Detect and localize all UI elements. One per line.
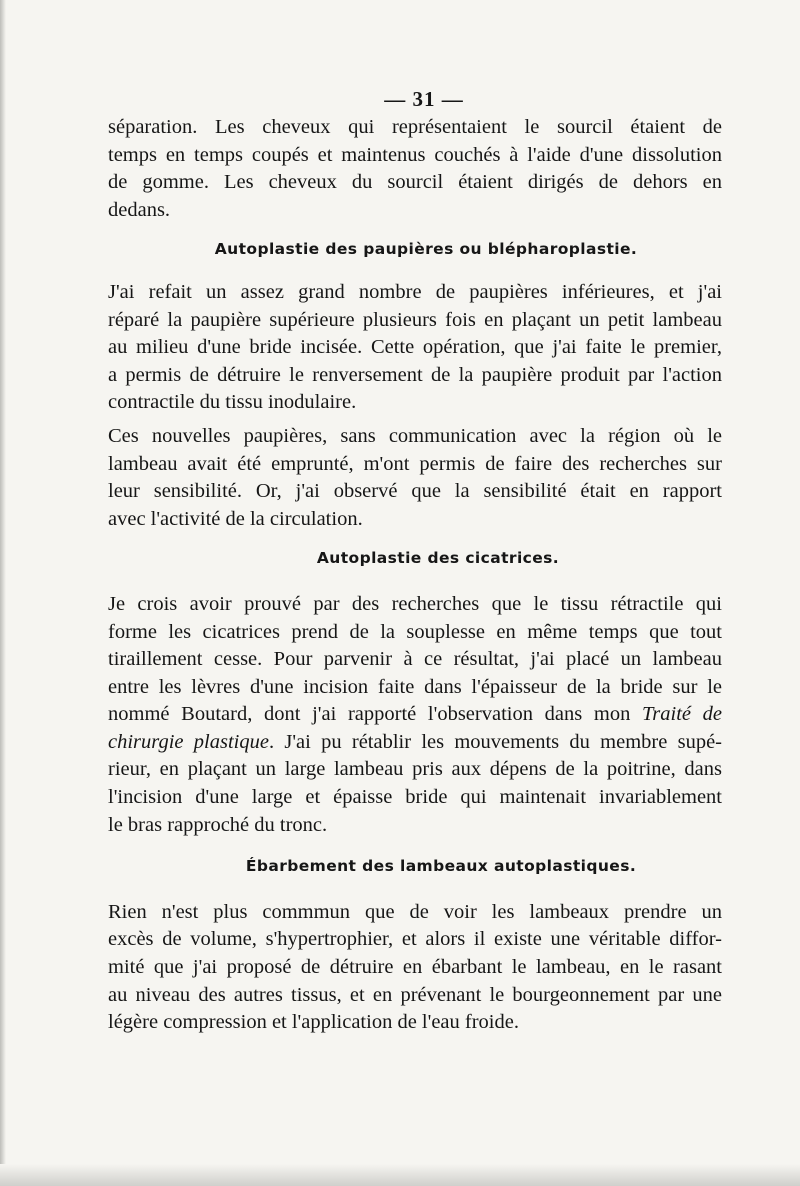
paragraph-ebarbement <box>108 899 722 1037</box>
page-number: — 31 — <box>384 87 464 111</box>
text-line: au niveau des autres tissus, et en prévenant le bourgeonnement par une <box>108 983 722 1006</box>
text-line: Rien n'est plus commmun que de voir les lambeaux prendre un <box>108 900 722 923</box>
text-line: entre les lèvres d'une incision faite dans l'épaisseur de la bride sur le <box>108 675 722 698</box>
page-bottom-shadow <box>0 1164 800 1186</box>
text-fragment: nommé Boutard, dont j'ai rapporté l'observation dans mon <box>108 703 631 726</box>
text-line: dedans. <box>108 198 171 221</box>
text-line: tiraillement cesse. Pour parvenir à ce résultat, j'ai placé un lambeau <box>108 648 722 671</box>
text-line: Ces nouvelles paupières, sans communication avec la région où le <box>108 424 722 447</box>
book-title-fragment: chirurgie plastique <box>108 730 269 753</box>
section-heading-cicatrices: Autoplastie des cicatrices. <box>316 549 560 568</box>
text-line: l'incision d'une large et épaisse bride qui maintenait invariablement <box>108 786 722 809</box>
text-line: excès de volume, s'hypertrophier, et alors il existe une véritable diffor- <box>108 928 722 951</box>
text-line: réparé la paupière supérieure plusieurs fois en plaçant un petit lambeau <box>108 308 722 331</box>
text-line: légère compression et l'application de l'eau froide. <box>108 1011 519 1034</box>
book-title-fragment: Traité de <box>642 703 723 726</box>
page-text-block <box>108 84 722 1037</box>
page-edge-shadow <box>0 0 6 1186</box>
text-line <box>108 701 722 729</box>
section-heading-ebarbement: Ébarbement des lambeaux autoplastiques. <box>245 857 637 876</box>
text-fragment: . J'ai pu rétablir les mouvements du membre supé- <box>268 730 722 753</box>
text-line: temps en temps coupés et maintenus couchés à l'aide d'une dissolution <box>108 143 722 166</box>
text-line: Je crois avoir prouvé par des recherches que le tissu rétractile qui <box>108 592 722 615</box>
text-line <box>108 729 722 757</box>
paragraph-sensibilite <box>108 423 722 533</box>
text-line: avec l'activité de la circulation. <box>108 507 363 530</box>
paragraph-continuation <box>108 114 722 224</box>
paragraph-paupieres <box>108 279 722 417</box>
text-line: a permis de détruire le renversement de la paupière produit par l'action <box>108 363 722 386</box>
text-line: le bras rapproché du tronc. <box>108 813 328 836</box>
paragraph-cicatrices <box>108 591 722 839</box>
text-line: contractile du tissu inodulaire. <box>108 391 357 414</box>
text-line: séparation. Les cheveux qui représentaient le sourcil étaient de <box>108 116 722 138</box>
text-line: lambeau avait été emprunté, m'ont permis de faire des recherches sur <box>108 452 722 475</box>
text-line: mité que j'ai proposé de détruire en ébarbant le lambeau, en le rasant <box>108 956 722 979</box>
text-line: de gomme. Les cheveux du sourcil étaient dirigés de dehors en <box>108 171 722 194</box>
text-line: au milieu d'une bride incisée. Cette opération, que j'ai faite le premier, <box>108 336 722 359</box>
text-line: J'ai refait un assez grand nombre de paupières inférieures, et j'ai <box>108 280 722 303</box>
section-heading-blepharoplastie: Autoplastie des paupières ou blépharoplastie. <box>214 240 638 259</box>
text-line: rieur, en plaçant un large lambeau pris aux dépens de la poitrine, dans <box>108 758 722 781</box>
text-line: leur sensibilité. Or, j'ai observé que la sensibilité était en rapport <box>108 480 722 503</box>
text-line: forme les cicatrices prend de la souplesse en même temps que tout <box>108 620 722 643</box>
